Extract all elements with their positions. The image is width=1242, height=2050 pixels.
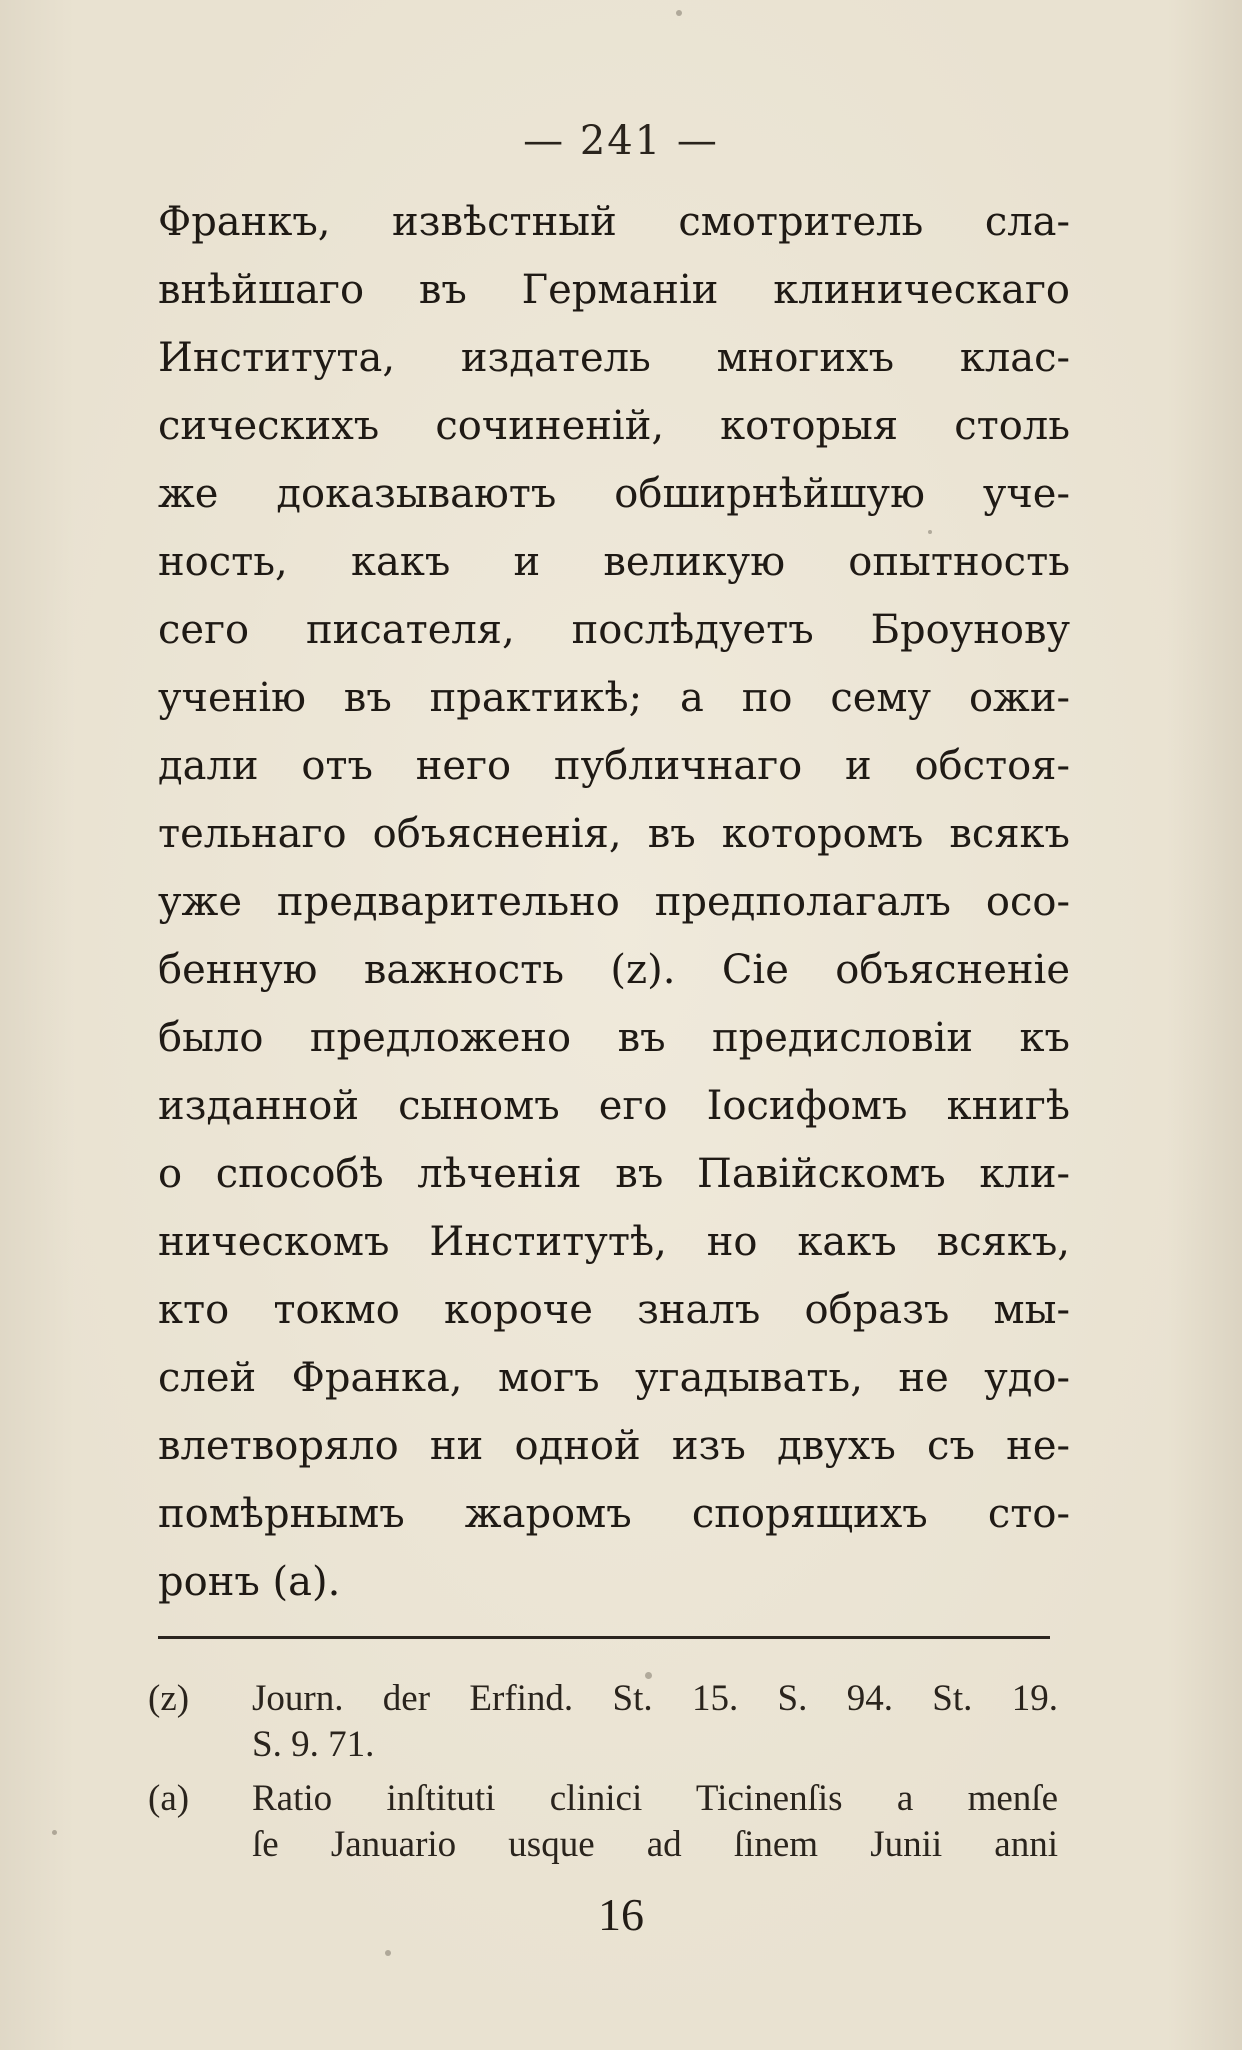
body-line: ность, какъ и великую опытность (158, 539, 1070, 585)
footnote-line: ſe Januario usque ad ſinem Junii anni (252, 1824, 1058, 1865)
footnote-line: Journ. der Erfind. St. 15. S. 94. St. 19. (252, 1678, 1058, 1719)
body-line: сего писателя, послѣдуетъ Броунову (158, 607, 1070, 653)
footnote-line: S. 9. 71. (252, 1724, 375, 1765)
paper-speck (52, 1830, 57, 1835)
footnote-a (148, 1776, 1058, 1868)
body-line: уже предварительно предполагалъ осо- (158, 879, 1070, 925)
body-line: ронъ (a). (158, 1559, 341, 1605)
body-line: изданной сыномъ его Іосифомъ книгѣ (158, 1083, 1070, 1129)
body-line: помѣрнымъ жаромъ спорящихъ сто- (158, 1491, 1070, 1537)
body-line: было предложено въ предисловіи къ (158, 1015, 1070, 1061)
body-line: Франкъ, извѣстный смотритель сла- (158, 199, 1070, 245)
body-line: тельнаго объясненія, въ которомъ всякъ (158, 811, 1070, 857)
paper-speck (385, 1950, 391, 1956)
footnotes (148, 1676, 1058, 1876)
body-line: внѣйшаго въ Германіи клиническаго (158, 267, 1070, 313)
body-line: Института, издатель многихъ клас- (158, 335, 1070, 381)
body-line: бенную важность (z). Сіе объясненіе (158, 947, 1070, 993)
body-text (158, 188, 1070, 1616)
body-line: кто токмо короче зналъ образъ мы- (158, 1287, 1070, 1333)
body-line: о способѣ лѣченія въ Павійскомъ кли- (158, 1151, 1070, 1197)
paper-speck (645, 1672, 652, 1679)
footnote-body (252, 1676, 1058, 1768)
paper-speck (928, 530, 932, 534)
body-line: дали отъ него публичнаго и обстоя- (158, 743, 1070, 789)
body-line: ученію въ практикѣ; а по сему ожи- (158, 675, 1070, 721)
body-line: ническомъ Институтѣ, но какъ всякъ, (158, 1219, 1070, 1265)
body-line: сическихъ сочиненій, которыя столь (158, 403, 1070, 449)
body-line: влетворяло ни одной изъ двухъ съ не- (158, 1423, 1070, 1469)
page-header: — 241 — (523, 118, 719, 164)
body-line: же доказываютъ обширнѣйшую уче- (158, 471, 1070, 517)
footnote-body (252, 1776, 1058, 1868)
footnote-z (148, 1676, 1058, 1768)
footnote-line: Ratio inſtituti clinici Ticinenſis a menſe (252, 1778, 1058, 1819)
paper-speck (676, 10, 682, 16)
footnote-mark: (z) (148, 1678, 190, 1719)
body-line: слей Франка, могъ угадывать, не удо- (158, 1355, 1070, 1401)
footnote-rule (158, 1636, 1050, 1639)
signature-mark: 16 (598, 1889, 644, 1940)
footnote-mark: (a) (148, 1778, 190, 1819)
